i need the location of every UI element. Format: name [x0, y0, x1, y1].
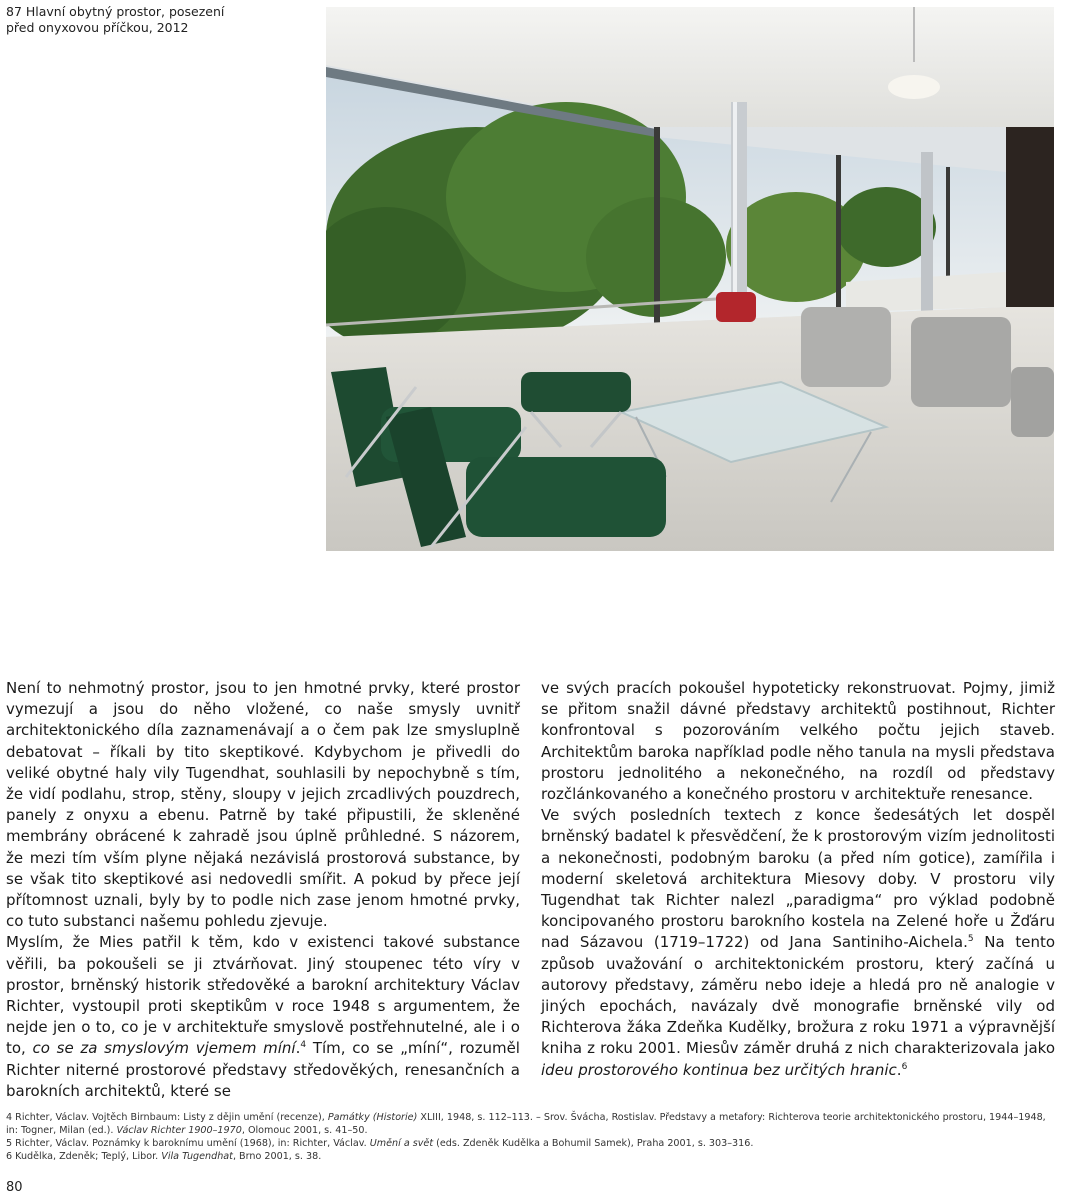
- italic-text: Památky (Historie): [327, 1112, 418, 1123]
- footnote-ref: 6: [901, 1061, 908, 1072]
- text-column-right: [541, 678, 1055, 1081]
- footnote-ref: 4: [300, 1040, 307, 1051]
- text-run: Na tento způsob uvažování o architektonickém prostoru, který začíná u autorovy představy, záměru nebo ideje a hledá pro ně analogie v jiných epochách, navázaly dvě monografie brněnské vily od Richterova žáka Zdeňka Kudělky, brožura z roku 1971 a výpravnější kniha z roku 2001. Miesův záměr druhá z nich charakterizovala jako: [541, 933, 1056, 1058]
- footnote-4: [6, 1111, 1054, 1137]
- figure-caption: [6, 4, 306, 36]
- footnote-ref: 5: [967, 934, 974, 945]
- footnotes: [6, 1111, 1054, 1163]
- text-run: Myslím, že Mies patřil k těm, kdo v existenci takové substance věřili, ba pokoušeli se ji ztvárňovat. Jiný stoupenec této víry v prostor, brněnský historik středověké a barokní architektury Václav Richter, vystoupil proti skeptikům v roce 1948 s argumentem, že nejde jen o to, co je v architektuře smyslově postřehnutelné, ale i o to,: [6, 933, 520, 1058]
- paragraph: ve svých pracích pokoušel hypoteticky rekonstruovat. Pojmy, jimiž se přitom snažil dávné představy architektů postihnout, Richter konfrontoval s pozorováním velkého počtu jejich staveb. Architektům baroka například podle něho tanula na mysli představa prostoru jednolitého a nekonečného, na rozdíl od představy rozčlánkovaného a konečného prostoru v architektuře renesance.: [541, 679, 1055, 804]
- paragraph: [6, 932, 520, 1102]
- caption-line-1: 87 Hlavní obytný prostor, posezení: [6, 4, 225, 19]
- footnote-6: [6, 1150, 1054, 1163]
- living-room-photo-illustration: [326, 7, 1054, 551]
- text-run: Tím, co se „míní“, rozuměl Richter niterné prostorové představy středověkých, renesančních a barokních architektů, které se: [6, 1039, 520, 1100]
- interior-photo: [326, 7, 1054, 551]
- text-run: 6 Kudělka, Zdeněk; Teplý, Libor.: [6, 1151, 162, 1162]
- text-column-left: [6, 678, 520, 1102]
- text-run: XLIII, 1948, s. 112–113. – Srov. Švácha, Rostislav. Představy a metafory: Richterova teorie architektonického prostoru, 1944–1948, in: Togner, Milan (ed.).: [6, 1112, 1046, 1136]
- text-run: (eds. Zdeněk Kudělka a Bohumil Samek), Praha 2001, s. 303–316.: [433, 1138, 754, 1149]
- italic-text: Umění a svět: [369, 1138, 434, 1149]
- text-run: .: [295, 1039, 301, 1058]
- footnote-5: [6, 1137, 1054, 1150]
- text-run: 4 Richter, Václav. Vojtěch Birnbaum: Listy z dějin umění (recenze),: [6, 1112, 328, 1123]
- paragraph: Není to nehmotný prostor, jsou to jen hmotné prvky, které prostor vymezují a jsou do něho vložené, co naše smysly uvnitř architektonického díla zaznamenávají a o čem pak lze smysluplně debatovat – říkali by tito skeptikové. Kdybychom je přivedli do veliké obytné haly vily Tugendhat, souhlasili by nepochybně s tím, že vidí podlahu, strop, stěny, sloupy v jejich zrcadlivých pouzdrech, panely z onyxu a ebenu. Patrně by také připustili, že skleněné membrány obrácené k zahradě jsou úplně průhledné. S názorem, že mezi tím vším plyne nějaká nezávislá prostorová substance, by se však tito skeptikové asi nedovedli smířit. A pokud by přece její přítomnost uznali, byly by to podle nich zase jenom hmotné prvky, co tuto substanci našemu pohledu zjevuje.: [6, 679, 520, 931]
- text-run: , Olomouc 2001, s. 41–50.: [241, 1125, 368, 1136]
- caption-line-2: před onyxovou příčkou, 2012: [6, 20, 189, 35]
- text-run: .: [896, 1060, 902, 1079]
- italic-text: Václav Richter 1900–1970: [116, 1125, 242, 1136]
- page-number: 80: [6, 1180, 23, 1195]
- text-run: 5 Richter, Václav. Poznámky k baroknímu umění (1968), in: Richter, Václav.: [6, 1138, 370, 1149]
- text-run: Ve svých posledních textech z konce šedesátých let dospěl brněnský badatel k přesvědčení, že k prostorovým vizím jednolitosti a nekonečnosti, podobným baroku (a před ním gotice), zamířila i moderní skeletová architektura Miesovy doby. V prostoru vily Tugendhat tak Richter nalezl „paradigma“ pro výklad podobně koncipovaného prostoru barokního kostela na Zelené hoře u Žďáru nad Sázavou (1719–1722) od Jana Santiniho-Aichela.: [541, 806, 1055, 952]
- italic-text: Vila Tugendhat: [161, 1151, 233, 1162]
- paragraph: [541, 805, 1055, 1081]
- italic-text: co se za smyslovým vjemem míní: [32, 1039, 296, 1058]
- text-run: , Brno 2001, s. 38.: [232, 1151, 322, 1162]
- italic-text: ideu prostorového kontinua bez určitých hranic: [541, 1060, 897, 1079]
